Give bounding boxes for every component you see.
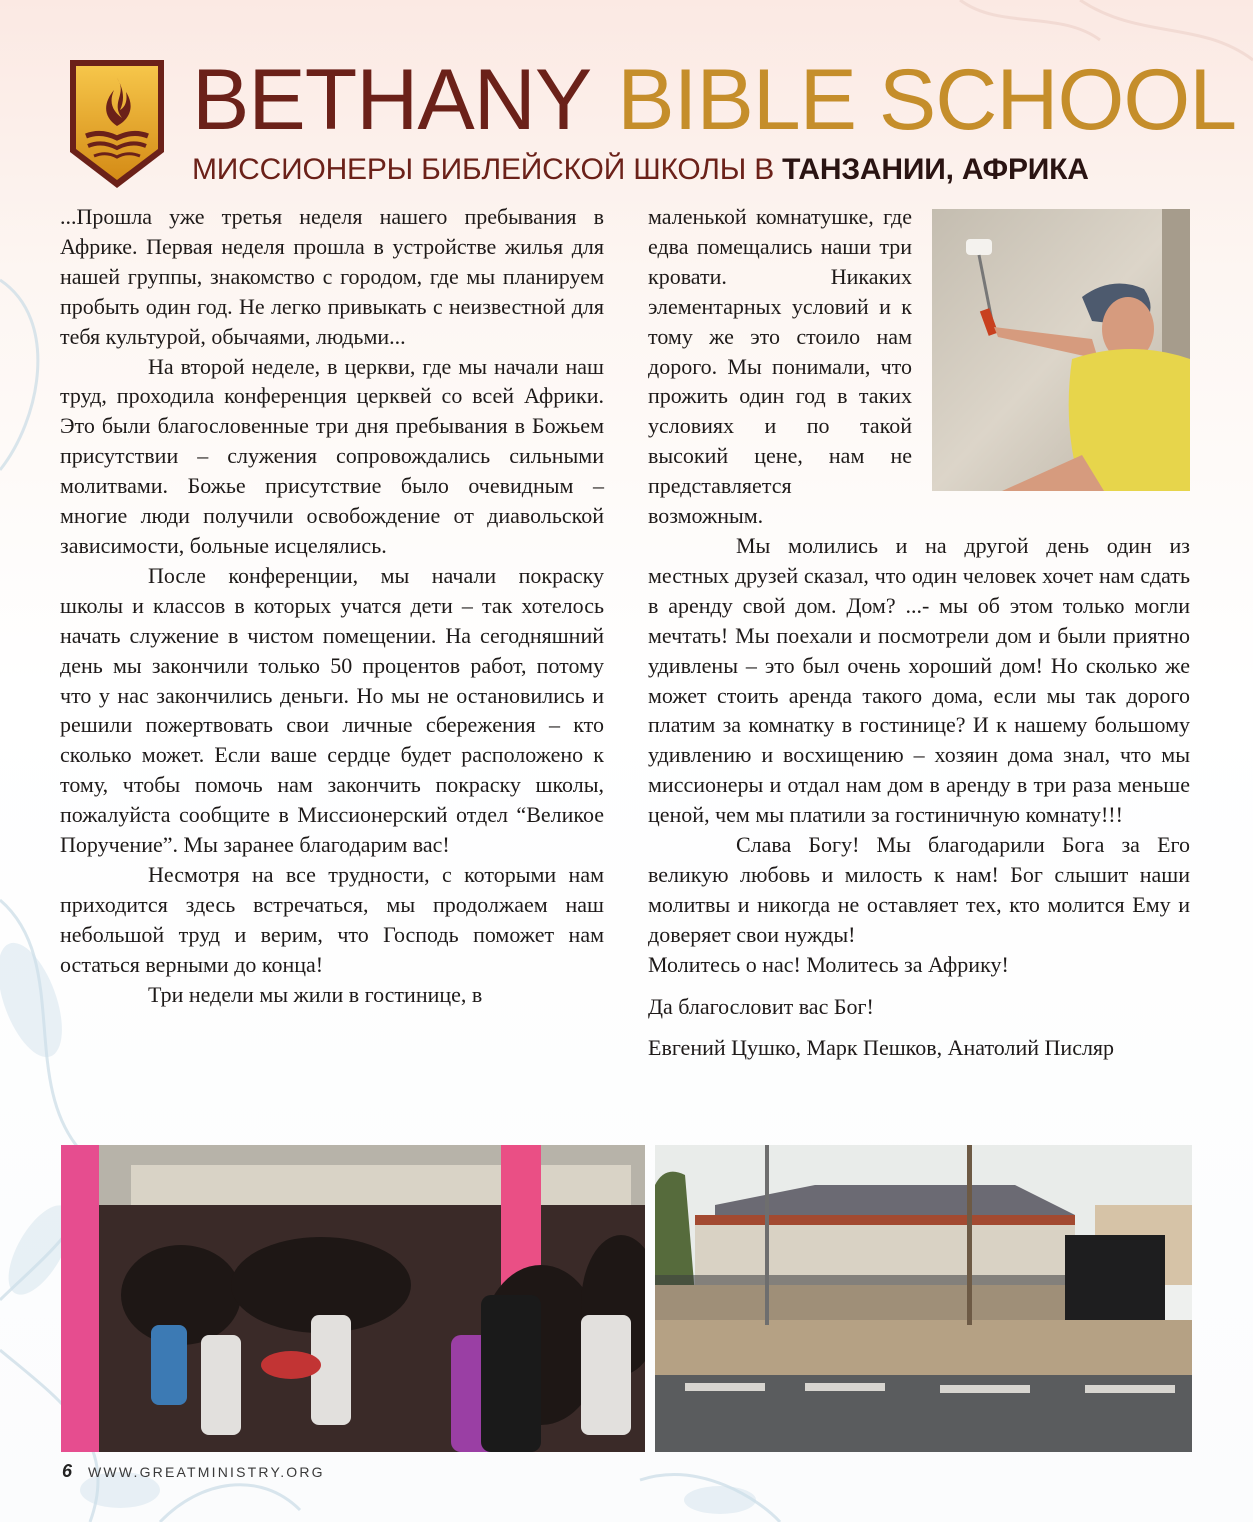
article-blessing: Да благословит вас Бог! [648, 993, 874, 1019]
subtitle-main: МИССИОНЕРЫ БИБЛЕЙСКОЙ ШКОЛЫ В [192, 153, 783, 186]
page-number: 6 [62, 1461, 73, 1481]
article-paragraph: Три недели мы жили в гостинице, в [148, 981, 483, 1007]
photo-painting-wall [932, 209, 1190, 491]
article-paragraph: Несмотря на все трудности, с которыми нам приходится здесь встречаться, мы продолжаем наш небольшой труд и верим, что Господь поможет нам остаться верными до конца! [60, 861, 604, 977]
page-subtitle [192, 152, 1089, 188]
article-paragraph: Слава Богу! Мы благодарили Бога за Его великую любовь и милость к нам! Бог слышит наши молитвы и никогда не оставляет тех, кто молится Ему и доверяет свои нужды! [648, 832, 1190, 947]
website-link[interactable]: WWW.GREATMINISTRY.ORG [88, 1464, 325, 1480]
article-left-column [60, 202, 604, 1009]
article-paragraph: Молитесь о нас! Молитесь за Африку! [648, 951, 1009, 977]
bethany-shield-logo [70, 60, 164, 188]
article-paragraph: Мы молились и на другой день один из местных друзей сказал, что один человек хочет нам сдать в аренду свой дом. Дом? ...- мы об этом только могли мечтать! Мы поехали и посмотрели дом и были приятно удивлены – это был очень хороший дом! Но сколько же может стоить аренда такого дома, если мы так дорого платим за комнатку в гостинице? И к нашему большому удивлению и восхищению – хозяин дома знал, что мы миссионеры и отдал нам дом в аренду в три раза меньше ценой, чем мы платили за гостиничную комнату!!! [648, 532, 1190, 828]
article-paragraph: На второй неделе, в церкви, где мы начали наш труд, проходила конференция церквей со всей Африки. Это были благословенные три дня пребывания в Божьем присутствии – служения сопровождались сильными молитвами. Божье присутствие было очевидным – многие люди получили освобождение от диавольской зависимости, больные исцелялись. [60, 353, 604, 558]
title-bethany: BETHANY [192, 52, 592, 148]
article-paragraph: маленькой комнатушке, где едва помещались наши три кровати. Никаких элементарных условий и к тому же это стоило нам дорого. Мы понимали, что прожить один год в таких условиях и по такой высокий цене, нам не представляется возможным. [648, 204, 912, 529]
title-bible-school: BIBLE SCHOOL [617, 52, 1237, 148]
subtitle-location: ТАНЗАНИИ, АФРИКА [782, 153, 1089, 186]
page-footer [62, 1461, 325, 1482]
photo-church-conference [61, 1145, 645, 1452]
article-paragraph: После конференции, мы начали покраску школы и классов в которых учатся дети – так хотелось начать служение в чистом помещении. На сегодняшний день мы закончили только 50 процентов работ, потому что у нас закончились деньги. Но мы не остановились и решили пожертвовать свои личные сбережения – кто сколько может. Если ваше сердце будет расположено к тому, чтобы помочь нам закончить покраску школы, пожалуйста сообщите в Миссионерский отдел “Великое Поручение”. Мы заранее благодарим вас! [60, 562, 604, 858]
article-paragraph: ...Прошла уже третья неделя нашего пребывания в Африке. Первая неделя прошла в устройстве жилья для нашей группы, знакомство с городом, где мы планируем пробыть один год. Не легко привыкать с неизвестной для тебя культурой, обычаями, людьми... [60, 204, 604, 349]
page-title [192, 50, 1236, 150]
photo-rental-house [655, 1145, 1192, 1452]
article-signature: Евгений Цушко, Марк Пешков, Анатолий Писляр [648, 1035, 1115, 1061]
article-right-column [648, 202, 1190, 1063]
